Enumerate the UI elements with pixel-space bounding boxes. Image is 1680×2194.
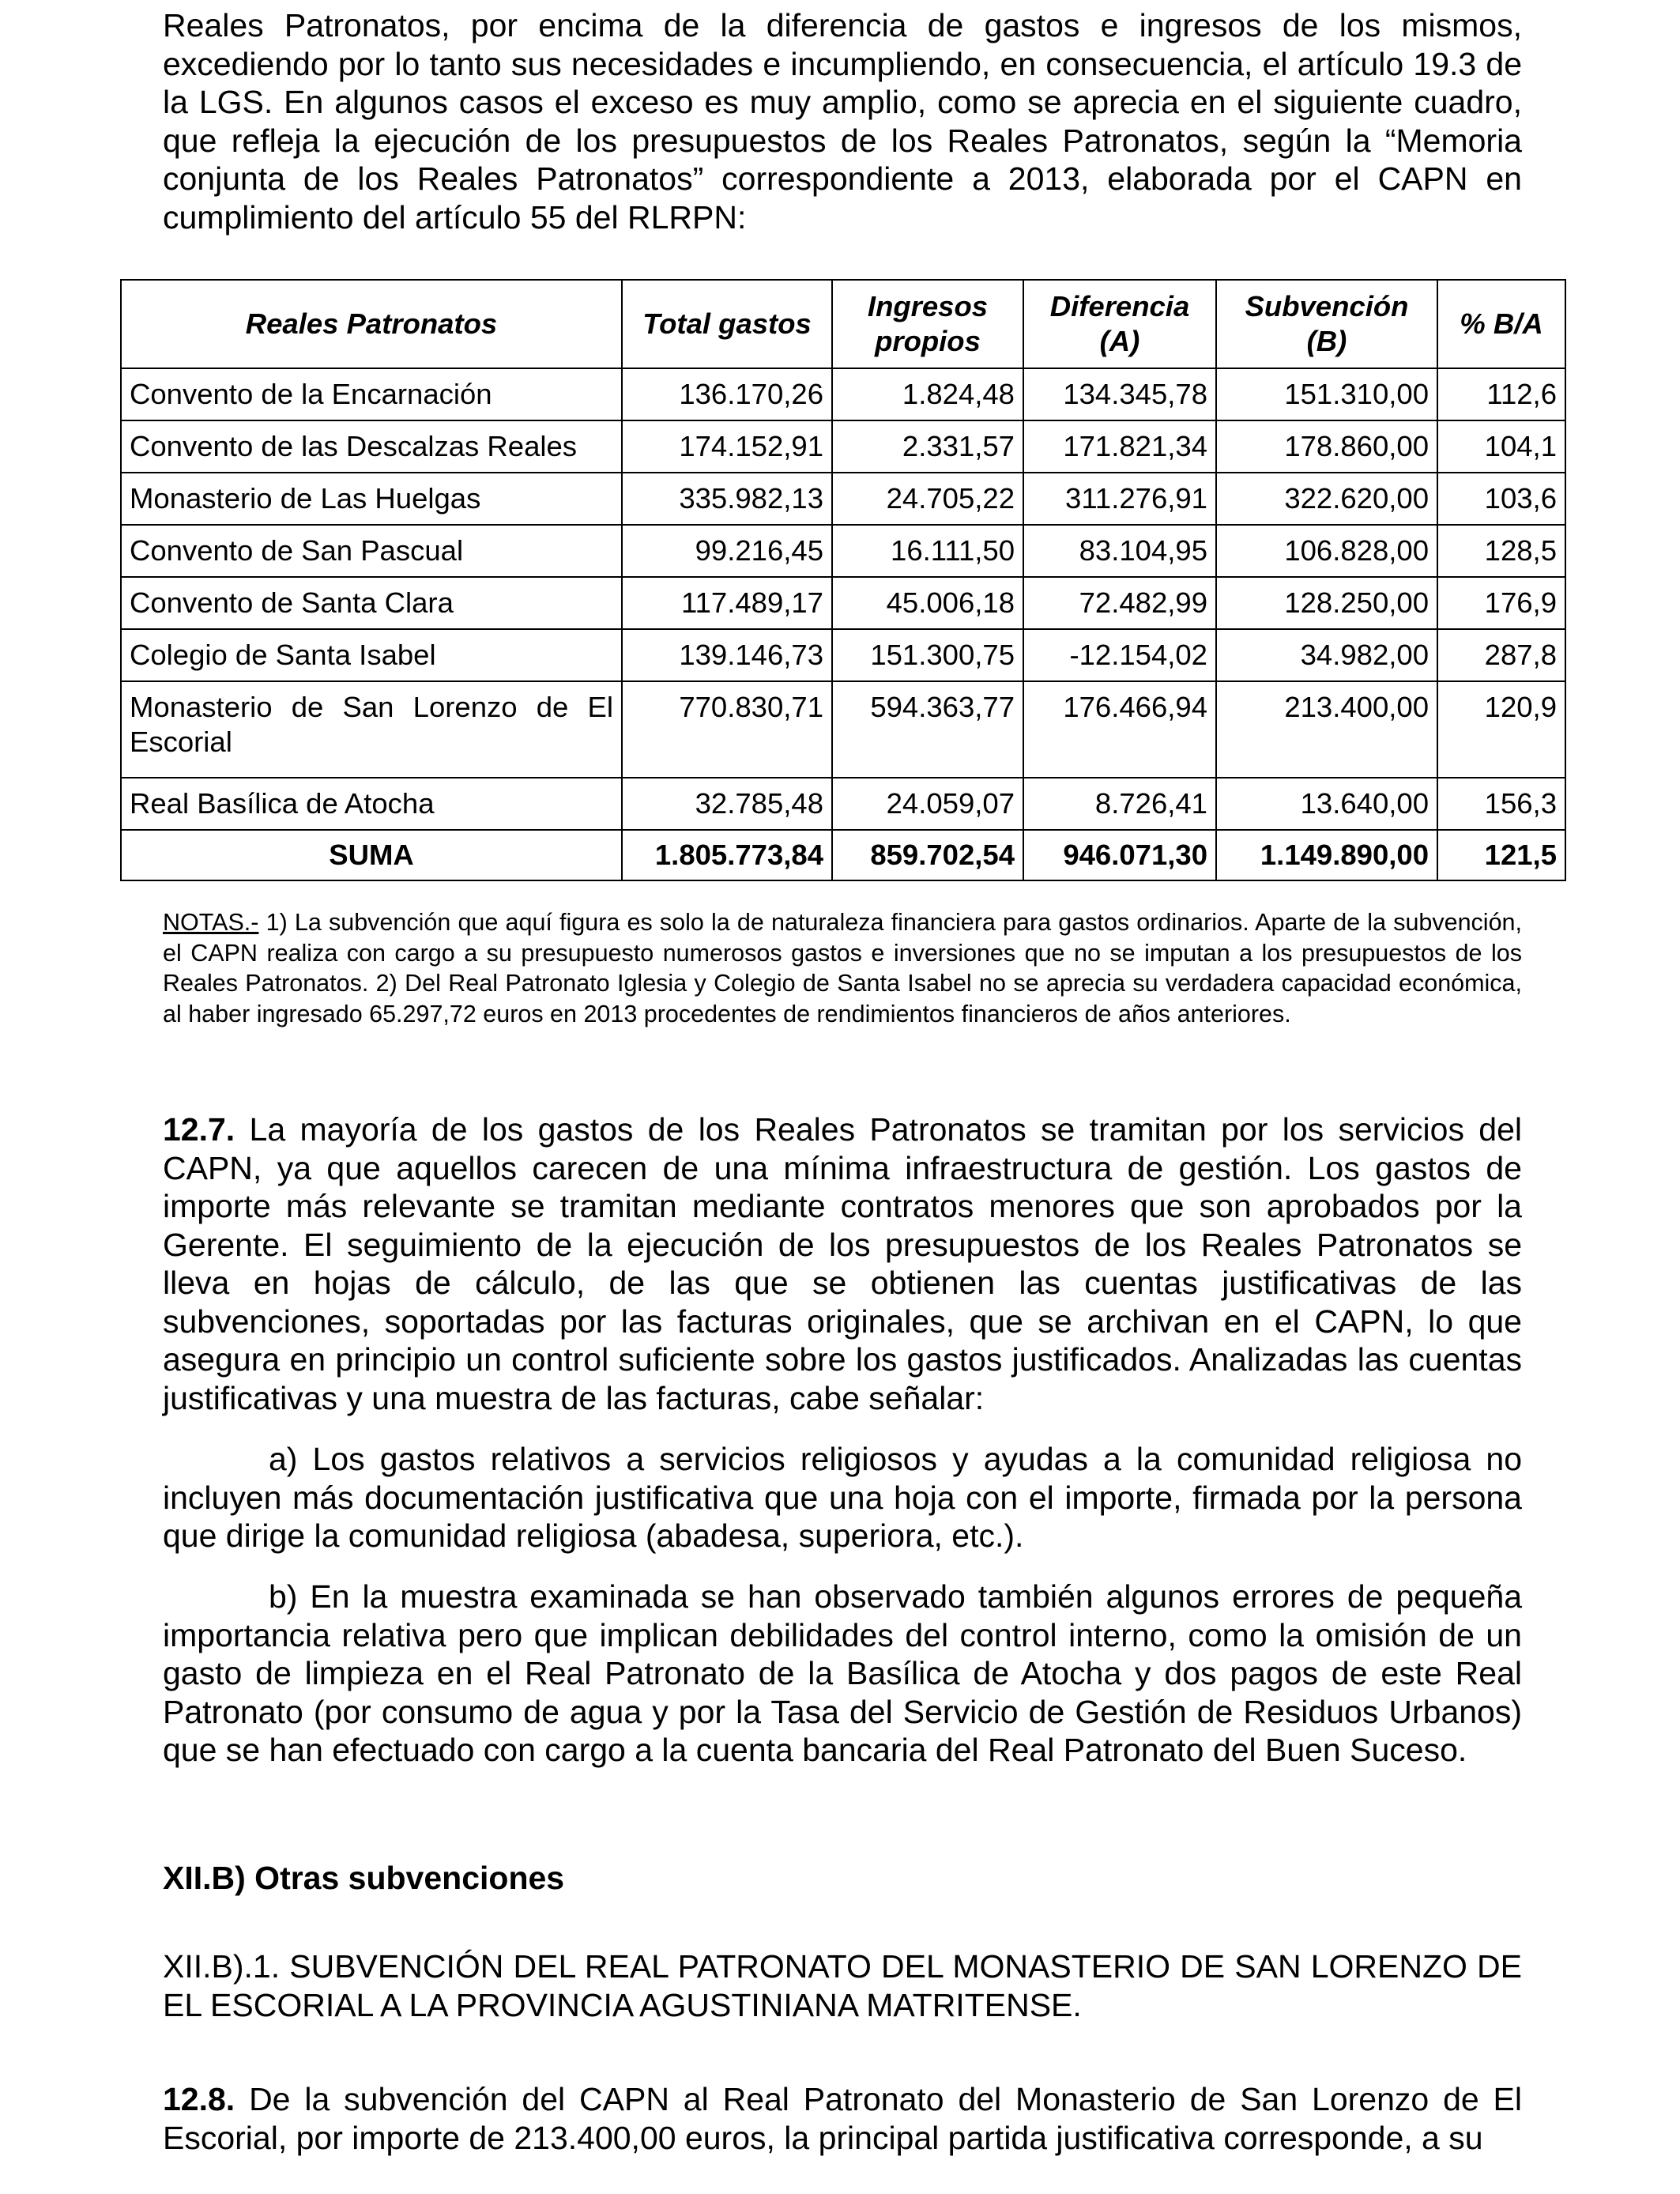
table-row: [121, 629, 1565, 681]
cell-ingresos: 24.059,07: [832, 778, 1023, 830]
cell-subvencion: 178.860,00: [1216, 420, 1437, 473]
total-subvencion: 1.149.890,00: [1216, 830, 1437, 880]
cell-pct: 120,9: [1437, 681, 1565, 778]
notes-label: NOTAS.-: [163, 909, 259, 936]
cell-name: Real Basílica de Atocha: [121, 778, 622, 830]
section-number: 12.7.: [163, 1111, 235, 1148]
header-diferencia: Diferencia (A): [1023, 280, 1216, 368]
cell-gastos: 136.170,26: [622, 368, 832, 420]
cell-name: Convento de Santa Clara: [121, 577, 622, 629]
paragraph-text: La mayoría de los gastos de los Reales Patronatos se tramitan por los servicios del CAPN, ya que aquellos carecen de una mínima infraestructura de gestión. Los gastos de importe más relevante se tramitan mediante contratos menores que son aprobados por la Gerente. El seguimiento de la ejecución de los presupuestos de los Reales Patronatos se lleva en hojas de cálculo, de las que se obtienen las cuentas justificativas de las subvenciones, soportadas por las facturas originales, que se archivan en el CAPN, lo que asegura en principio un control suficiente sobre los gastos justificados. Analizadas las cuentas justificativas y una muestra de las facturas, cabe señalar:: [163, 1111, 1522, 1416]
table-row: [121, 778, 1565, 830]
header-subvencion: Subvención (B): [1216, 280, 1437, 368]
cell-pct: 156,3: [1437, 778, 1565, 830]
cell-subvencion: 151.310,00: [1216, 368, 1437, 420]
cell-ingresos: 16.111,50: [832, 525, 1023, 577]
total-ingresos: 859.702,54: [832, 830, 1023, 880]
section-heading: XII.B) Otras subvenciones: [163, 1860, 565, 1896]
cell-subvencion: 13.640,00: [1216, 778, 1437, 830]
header-ingresos-propios: Ingresos propios: [832, 280, 1023, 368]
cell-gastos: 32.785,48: [622, 778, 832, 830]
budget-table: [120, 279, 1566, 881]
paragraph-text: De la subvención del CAPN al Real Patronato del Monasterio de San Lorenzo de El Escorial, por importe de 213.400,00 euros, la principal partida justificativa corresponde, a su: [163, 2081, 1522, 2156]
cell-ingresos: 2.331,57: [832, 420, 1023, 473]
cell-pct: 112,6: [1437, 368, 1565, 420]
cell-diferencia: 72.482,99: [1023, 577, 1216, 629]
table-row: [121, 577, 1565, 629]
table-total-row: [121, 830, 1565, 880]
section-number: 12.8.: [163, 2081, 235, 2117]
cell-ingresos: 24.705,22: [832, 473, 1023, 525]
cell-ingresos: 594.363,77: [832, 681, 1023, 778]
paragraph-12-7: [163, 1110, 1522, 1417]
notes-text: 1) La subvención que aquí figura es solo la de naturaleza financiera para gastos ordinarios. Aparte de la subvención, el CAPN realiza con cargo a su presupuesto numerosos gastos e inversiones que no se imputan a los presupuestos de los Reales Patronatos. 2) Del Real Patronato Iglesia y Colegio de Santa Isabel no se aprecia su verdadera capacidad económica, al haber ingresado 65.297,72 euros en 2013 procedentes de rendimientos financieros de años anteriores.: [163, 909, 1522, 1027]
header-total-gastos: Total gastos: [622, 280, 832, 368]
header-reales-patronatos: Reales Patronatos: [121, 280, 622, 368]
cell-pct: 176,9: [1437, 577, 1565, 629]
cell-diferencia: 134.345,78: [1023, 368, 1216, 420]
cell-diferencia: 171.821,34: [1023, 420, 1216, 473]
cell-subvencion: 34.982,00: [1216, 629, 1437, 681]
cell-name: Convento de San Pascual: [121, 525, 622, 577]
cell-gastos: 335.982,13: [622, 473, 832, 525]
table-row: [121, 473, 1565, 525]
subsection-heading: XII.B).1. SUBVENCIÓN DEL REAL PATRONATO DEL MONASTERIO DE SAN LORENZO DE EL ESCORIAL A LA PROVINCIA AGUSTINIANA MATRITENSE.: [163, 1948, 1522, 2023]
cell-name: Monasterio de San Lorenzo de El Escorial: [121, 681, 622, 778]
table-row: [121, 420, 1565, 473]
total-pct: 121,5: [1437, 830, 1565, 880]
cell-diferencia: 8.726,41: [1023, 778, 1216, 830]
cell-diferencia: 176.466,94: [1023, 681, 1216, 778]
cell-diferencia: 83.104,95: [1023, 525, 1216, 577]
cell-gastos: 174.152,91: [622, 420, 832, 473]
total-gastos: 1.805.773,84: [622, 830, 832, 880]
cell-subvencion: 213.400,00: [1216, 681, 1437, 778]
cell-subvencion: 322.620,00: [1216, 473, 1437, 525]
paragraph-12-8: [163, 2080, 1522, 2157]
cell-diferencia: -12.154,02: [1023, 629, 1216, 681]
paragraph-item-b: b) En la muestra examinada se han observado también algunos errores de pequeña importancia relativa pero que implican debilidades del control interno, como la omisión de un gasto de limpieza en el Real Patronato de la Basílica de Atocha y dos pagos de este Real Patronato (por consumo de agua y por la Tasa del Servicio de Gestión de Residuos Urbanos) que se han efectuado con cargo a la cuenta bancaria del Real Patronato del Buen Suceso.: [163, 1578, 1522, 1768]
cell-pct: 103,6: [1437, 473, 1565, 525]
cell-pct: 287,8: [1437, 629, 1565, 681]
table-row: [121, 368, 1565, 420]
cell-subvencion: 128.250,00: [1216, 577, 1437, 629]
cell-subvencion: 106.828,00: [1216, 525, 1437, 577]
cell-name: Colegio de Santa Isabel: [121, 629, 622, 681]
table-row: [121, 681, 1565, 778]
cell-gastos: 770.830,71: [622, 681, 832, 778]
cell-name: Monasterio de Las Huelgas: [121, 473, 622, 525]
cell-pct: 104,1: [1437, 420, 1565, 473]
total-diferencia: 946.071,30: [1023, 830, 1216, 880]
cell-ingresos: 151.300,75: [832, 629, 1023, 681]
cell-diferencia: 311.276,91: [1023, 473, 1216, 525]
table-notes: [163, 907, 1522, 1029]
cell-ingresos: 45.006,18: [832, 577, 1023, 629]
total-label: SUMA: [121, 830, 622, 880]
header-pct: % B/A: [1437, 280, 1565, 368]
table-header-row: [121, 280, 1565, 368]
cell-pct: 128,5: [1437, 525, 1565, 577]
intro-paragraph: Reales Patronatos, por encima de la diferencia de gastos e ingresos de los mismos, excediendo por lo tanto sus necesidades e incumpliendo, en consecuencia, el artículo 19.3 de la LGS. En algunos casos el exceso es muy amplio, como se aprecia en el siguiente cuadro, que refleja la ejecución de los presupuestos de los Reales Patronatos, según la “Memoria conjunta de los Reales Patronatos” correspondiente a 2013, elaborada por el CAPN en cumplimiento del artículo 55 del RLRPN:: [163, 7, 1522, 236]
cell-name: Convento de las Descalzas Reales: [121, 420, 622, 473]
cell-gastos: 117.489,17: [622, 577, 832, 629]
table-row: [121, 525, 1565, 577]
cell-ingresos: 1.824,48: [832, 368, 1023, 420]
paragraph-item-a: a) Los gastos relativos a servicios religiosos y ayudas a la comunidad religiosa no incluyen más documentación justificativa que una hoja con el importe, firmada por la persona que dirige la comunidad religiosa (abadesa, superiora, etc.).: [163, 1441, 1522, 1554]
cell-gastos: 99.216,45: [622, 525, 832, 577]
cell-name: Convento de la Encarnación: [121, 368, 622, 420]
cell-gastos: 139.146,73: [622, 629, 832, 681]
